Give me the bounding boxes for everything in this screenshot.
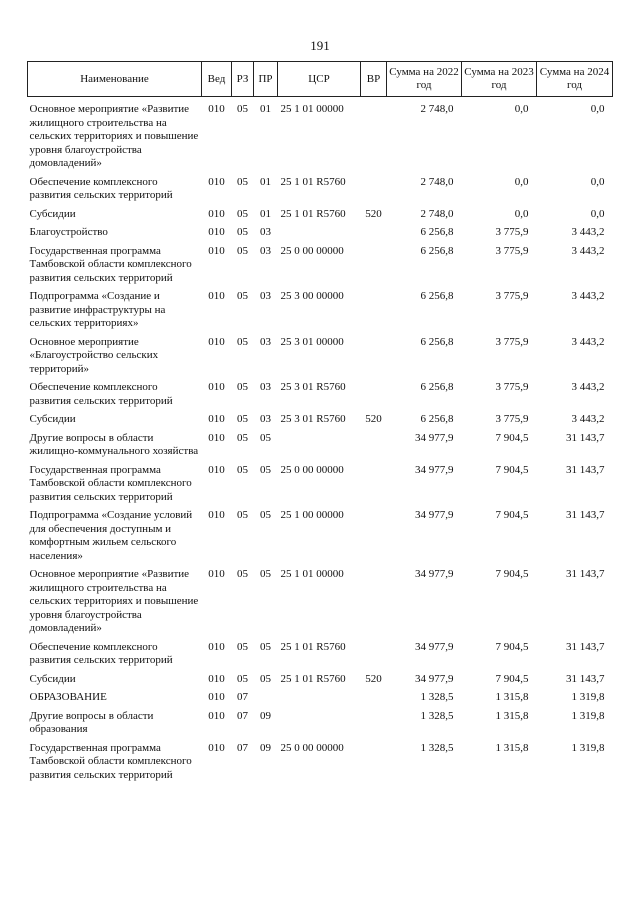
- row-vr: [361, 641, 387, 673]
- row-ved: 010: [208, 741, 225, 754]
- row-sum-2024: 0,0: [590, 103, 605, 115]
- row-sum-2023: 3 775,9: [495, 335, 529, 348]
- row-csr: 25 3 01 R5760: [280, 381, 346, 393]
- row-name: Основное мероприятие «Благоустройство сельских территорий»: [29, 335, 159, 375]
- row-sum-2023: 1 315,8: [495, 741, 529, 754]
- row-sum-2022: 34 977,9: [415, 672, 454, 685]
- row-csr: 25 1 01 R5760: [280, 640, 346, 653]
- row-sum-2022: 34 977,9: [415, 568, 454, 580]
- row-sum-2022: 6 256,8: [420, 290, 454, 302]
- row-ved: 010: [208, 226, 225, 238]
- table-row: [28, 176, 613, 208]
- row-sum-2023: 7 904,5: [495, 568, 529, 580]
- row-pr: 05: [260, 568, 271, 580]
- row-name: Субсидии: [29, 413, 76, 425]
- table-row: [28, 673, 613, 692]
- row-vr: [361, 176, 387, 208]
- row-ved: 010: [208, 335, 225, 348]
- row-pr: 05: [260, 431, 271, 444]
- row-sum-2022: 1 328,5: [420, 691, 454, 703]
- row-vr: [361, 97, 387, 176]
- row-sum-2022: 6 256,8: [420, 244, 454, 257]
- row-name: Обеспечение комплексного развития сельских территорий: [29, 640, 173, 666]
- row-ved: 010: [208, 244, 225, 257]
- row-ved: 010: [208, 290, 225, 302]
- header-name: Наименование: [28, 62, 202, 97]
- page-number: 191: [310, 38, 330, 53]
- table-row: [28, 245, 613, 291]
- row-name: Государственная программа Тамбовской области комплексного развития сельских территорий: [29, 741, 192, 781]
- row-rz: 05: [237, 207, 248, 220]
- row-rz: 05: [237, 509, 248, 521]
- row-ved: 010: [208, 413, 225, 425]
- row-rz: 05: [237, 672, 248, 685]
- row-name: Обеспечение комплексного развития сельских территорий: [29, 175, 173, 201]
- table-row: [28, 432, 613, 464]
- row-csr: 25 1 01 R5760: [280, 175, 346, 188]
- row-sum-2022: 2 748,0: [420, 175, 454, 188]
- row-csr: [278, 710, 361, 742]
- row-sum-2024: 3 443,2: [571, 381, 605, 393]
- row-rz: 05: [237, 568, 248, 580]
- row-sum-2024: 0,0: [590, 207, 605, 220]
- table-row: [28, 710, 613, 742]
- row-ved: 010: [208, 672, 225, 685]
- row-rz: 05: [237, 244, 248, 257]
- row-name: Благоустройство: [29, 226, 108, 238]
- row-sum-2022: 34 977,9: [415, 640, 454, 653]
- header-sum-2023: Сумма на 2023 год: [462, 62, 537, 97]
- row-csr: 25 1 01 R5760: [280, 672, 346, 685]
- row-pr: 01: [260, 103, 271, 115]
- row-sum-2024: 31 143,7: [566, 568, 605, 580]
- row-sum-2024: 3 443,2: [571, 335, 605, 348]
- table-row: [28, 464, 613, 510]
- row-sum-2022: 6 256,8: [420, 335, 454, 348]
- table-row: [28, 336, 613, 382]
- row-vr: [361, 336, 387, 382]
- row-sum-2022: 1 328,5: [420, 741, 454, 754]
- row-rz: 07: [237, 741, 248, 754]
- row-name: Государственная программа Тамбовской области комплексного развития сельских территорий: [29, 244, 192, 284]
- row-sum-2023: 3 775,9: [495, 413, 529, 425]
- row-vr: [361, 742, 387, 788]
- row-name: Основное мероприятие «Развитие жилищного строительства на сельских территориях и повышение уровня благоустройства домовладений»: [29, 103, 199, 169]
- row-sum-2024: 31 143,7: [566, 672, 605, 685]
- row-sum-2024: 1 319,8: [571, 709, 605, 722]
- header-sum-2022: Сумма на 2022 год: [387, 62, 462, 97]
- row-vr: [361, 245, 387, 291]
- row-ved: 010: [208, 463, 225, 476]
- row-pr: 01: [260, 175, 271, 188]
- row-csr: 25 0 00 00000: [280, 741, 344, 754]
- row-sum-2023: 7 904,5: [495, 509, 529, 521]
- row-sum-2023: 3 775,9: [495, 244, 529, 257]
- row-sum-2022: 6 256,8: [420, 413, 454, 425]
- row-ved: 010: [208, 691, 225, 703]
- row-pr: 03: [260, 226, 271, 238]
- row-sum-2023: 0,0: [514, 175, 529, 188]
- row-sum-2024: 0,0: [590, 175, 605, 188]
- row-rz: 05: [237, 226, 248, 238]
- row-vr: 520: [365, 413, 382, 425]
- table-row: [28, 413, 613, 432]
- row-sum-2023: 3 775,9: [495, 290, 529, 302]
- row-name: ОБРАЗОВАНИЕ: [29, 691, 107, 703]
- row-rz: 05: [237, 463, 248, 476]
- row-sum-2023: 7 904,5: [495, 463, 529, 476]
- row-csr: [278, 432, 361, 464]
- row-name: Субсидии: [29, 207, 76, 220]
- row-sum-2022: 34 977,9: [415, 509, 454, 521]
- row-csr: 25 0 00 00000: [280, 463, 344, 476]
- row-vr: 520: [365, 672, 382, 685]
- row-sum-2024: 3 443,2: [571, 290, 605, 302]
- header-rz: РЗ: [232, 62, 254, 97]
- table-row: [28, 641, 613, 673]
- row-sum-2023: 3 775,9: [495, 226, 529, 238]
- row-sum-2023: 3 775,9: [495, 381, 529, 393]
- row-sum-2023: 7 904,5: [495, 431, 529, 444]
- row-pr: 09: [260, 709, 271, 722]
- row-sum-2023: 0,0: [514, 103, 529, 115]
- row-vr: [361, 691, 387, 710]
- table-row: [28, 568, 613, 641]
- table-row: [28, 381, 613, 413]
- header-vr: ВР: [361, 62, 387, 97]
- row-sum-2022: 6 256,8: [420, 226, 454, 238]
- row-pr: 05: [260, 640, 271, 653]
- budget-table: [27, 61, 613, 787]
- table-header-row: [28, 62, 613, 97]
- row-sum-2022: 1 328,5: [420, 709, 454, 722]
- row-csr: 25 0 00 00000: [280, 244, 344, 257]
- row-pr: [254, 691, 278, 710]
- row-ved: 010: [208, 640, 225, 653]
- table-row: [28, 208, 613, 227]
- row-csr: 25 3 01 R5760: [280, 413, 346, 425]
- row-rz: 05: [237, 431, 248, 444]
- table-row: [28, 691, 613, 710]
- row-name: Другие вопросы в области образования: [29, 709, 154, 735]
- row-pr: 03: [260, 381, 271, 393]
- table-row: [28, 226, 613, 245]
- row-vr: 520: [365, 207, 382, 220]
- table-body: [28, 97, 613, 788]
- row-sum-2023: 1 315,8: [495, 709, 529, 722]
- row-sum-2022: 34 977,9: [415, 431, 454, 444]
- row-ved: 010: [208, 431, 225, 444]
- row-vr: [361, 381, 387, 413]
- row-name: Субсидии: [29, 672, 76, 685]
- row-name: Основное мероприятие «Развитие жилищного строительства на сельских территориях и повышение уровня благоустройства домовладений»: [29, 568, 199, 634]
- row-ved: 010: [208, 175, 225, 188]
- row-pr: 03: [260, 413, 271, 425]
- header-sum-2024: Сумма на 2024 год: [537, 62, 613, 97]
- row-rz: 05: [237, 335, 248, 348]
- row-sum-2024: 31 143,7: [566, 431, 605, 444]
- row-ved: 010: [208, 568, 225, 580]
- row-sum-2023: 0,0: [514, 207, 529, 220]
- row-vr: [361, 568, 387, 641]
- row-csr: [278, 226, 361, 245]
- row-sum-2024: 3 443,2: [571, 226, 605, 238]
- row-vr: [361, 509, 387, 568]
- row-sum-2022: 2 748,0: [420, 207, 454, 220]
- row-rz: 05: [237, 413, 248, 425]
- row-sum-2024: 3 443,2: [571, 244, 605, 257]
- row-csr: 25 1 01 00000: [280, 568, 344, 580]
- row-vr: [361, 226, 387, 245]
- row-ved: 010: [208, 381, 225, 393]
- header-ved: Вед: [202, 62, 232, 97]
- row-name: Подпрограмма «Создание и развитие инфраструктуры на сельских территориях»: [29, 290, 166, 329]
- row-rz: 05: [237, 175, 248, 188]
- row-name: Подпрограмма «Создание условий для обеспечения доступным и комфортным жильем сельского населения»: [29, 509, 193, 562]
- row-rz: 05: [237, 290, 248, 302]
- row-pr: 03: [260, 290, 271, 302]
- row-csr: 25 3 01 00000: [280, 335, 344, 348]
- row-sum-2024: 31 143,7: [566, 509, 605, 521]
- row-sum-2024: 1 319,8: [571, 691, 605, 703]
- row-ved: 010: [208, 709, 225, 722]
- row-sum-2023: 7 904,5: [495, 672, 529, 685]
- row-csr: 25 1 00 00000: [280, 509, 344, 521]
- row-csr: 25 3 00 00000: [280, 290, 344, 302]
- row-vr: [361, 710, 387, 742]
- row-sum-2024: 1 319,8: [571, 741, 605, 754]
- row-ved: 010: [208, 103, 225, 115]
- row-sum-2023: 7 904,5: [495, 640, 529, 653]
- row-rz: 05: [237, 640, 248, 653]
- row-sum-2024: 3 443,2: [571, 413, 605, 425]
- row-vr: [361, 432, 387, 464]
- row-sum-2024: 31 143,7: [566, 463, 605, 476]
- row-pr: 01: [260, 207, 271, 220]
- row-pr: 05: [260, 672, 271, 685]
- row-sum-2022: 6 256,8: [420, 381, 454, 393]
- row-rz: 07: [237, 709, 248, 722]
- row-name: Другие вопросы в области жилищно-коммунального хозяйства: [29, 431, 199, 457]
- table-row: [28, 290, 613, 336]
- row-vr: [361, 464, 387, 510]
- row-ved: 010: [208, 509, 225, 521]
- row-csr: 25 1 01 00000: [280, 103, 344, 115]
- row-sum-2022: 2 748,0: [420, 103, 454, 115]
- table-row: [28, 742, 613, 788]
- row-rz: 05: [237, 103, 248, 115]
- row-pr: 03: [260, 244, 271, 257]
- table-row: [28, 509, 613, 568]
- row-csr: [278, 691, 361, 710]
- row-pr: 05: [260, 463, 271, 476]
- row-rz: 07: [237, 691, 248, 703]
- row-pr: 09: [260, 741, 271, 754]
- row-name: Государственная программа Тамбовской области комплексного развития сельских территорий: [29, 463, 192, 503]
- row-sum-2024: 31 143,7: [566, 640, 605, 653]
- row-pr: 03: [260, 335, 271, 348]
- row-vr: [361, 290, 387, 336]
- row-sum-2022: 34 977,9: [415, 463, 454, 476]
- row-rz: 05: [237, 381, 248, 393]
- row-ved: 010: [208, 207, 225, 220]
- row-name: Обеспечение комплексного развития сельских территорий: [29, 381, 173, 407]
- row-sum-2023: 1 315,8: [495, 691, 529, 703]
- row-csr: 25 1 01 R5760: [280, 207, 346, 220]
- header-csr: ЦСР: [278, 62, 361, 97]
- row-pr: 05: [260, 509, 271, 521]
- table-row: [28, 97, 613, 176]
- header-pr: ПР: [254, 62, 278, 97]
